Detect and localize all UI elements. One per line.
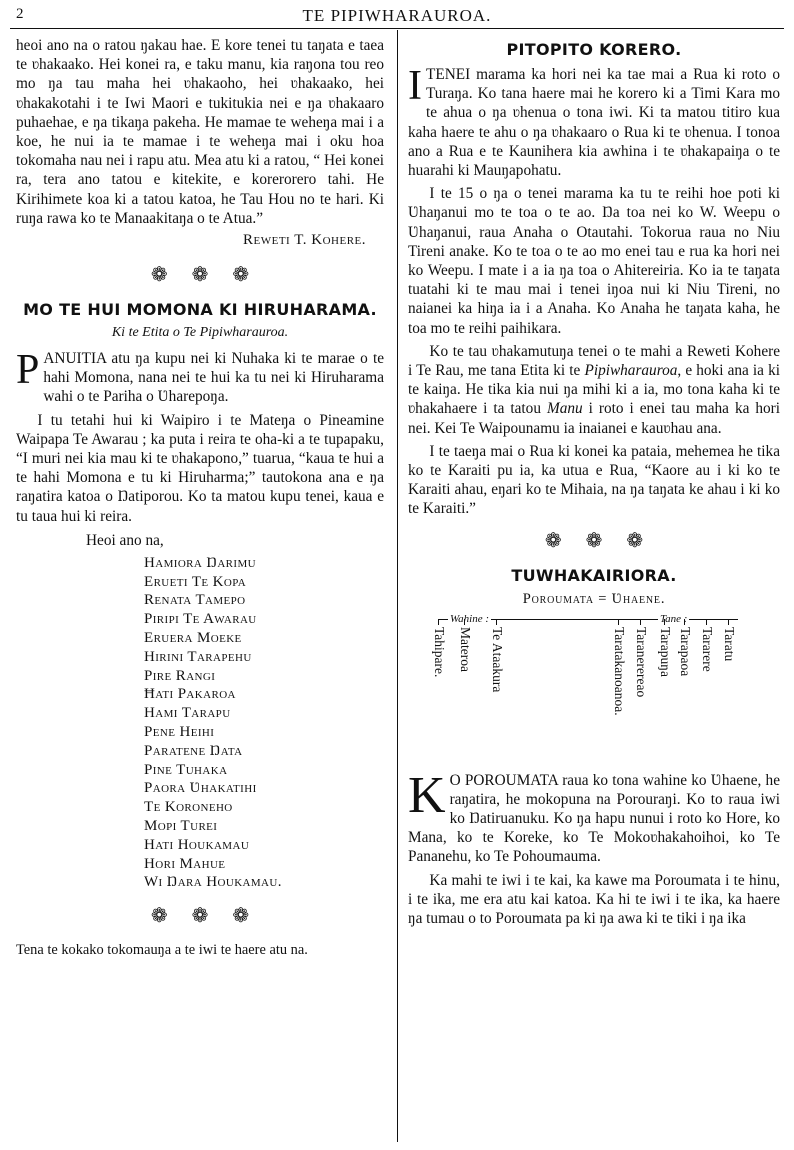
drop-cap: K xyxy=(408,766,446,824)
article-heading: TUWHAKAIRIORA. xyxy=(511,565,677,585)
proverb-line: Tena te kokako tokomauŋa a te iwi te haere atu na. xyxy=(16,942,308,959)
branch-tick xyxy=(706,619,707,625)
news-paragraph: ITENEI marama ka hori nei ka tae mai a Rua ki roto o Turaŋa. Ko tana haere mai he korero ki a Timi Kara mo te ahua o ŋa ʋhenua o tona iwi. Ki ta matou titiro kua kaha haere te ahu o ŋa ʋhakaaro o Rua ki te ʋhenua. I tonoa ano a Rua e te Kaunihera kia awhina i te ʋhakapaiŋa o te huarahi ki Mauŋapohatu. xyxy=(408,63,780,180)
child-name: Tarapaoa xyxy=(678,626,693,676)
child-name: Taratakanoanoa. xyxy=(612,626,627,716)
news-paragraph: Ko te tau ʋhakamutuŋa tenei o te mahi a Reweti Kohere i Te Rau, me tana Etita ki te Pipiwharauroa, e hoki ana ia ki te kaiŋa. He tika kia nui ŋa mihi ki a ia, mo tona kaha ki te ʋhakahaere i ta tatou Manu i roto i enei tau maha ka hori nei. Kei Te Waipounamu ia inaianei e kauʋhau ana. xyxy=(408,342,780,437)
signatory-name: Renata Tamepo xyxy=(144,592,246,609)
branch-tick xyxy=(438,619,439,625)
running-title: TE PIPIWHARAUROA. xyxy=(302,6,492,25)
left-column xyxy=(16,36,384,964)
article-subheading: Ki te Etita o Te Pipiwharauroa. xyxy=(111,325,289,341)
signatory-name: Hori Mahue xyxy=(144,855,226,872)
closing-line: Heoi ano na, xyxy=(86,531,164,549)
branch-tick xyxy=(728,619,729,625)
signatory-name: Erueti Te Kopa xyxy=(144,573,247,590)
drop-cap: P xyxy=(16,347,40,394)
child-name: Taranerereao xyxy=(634,626,649,697)
flower-ornament-icon: ❁ xyxy=(585,527,603,552)
article-paragraph: I tu tetahi hui ki Waipiro i te Mateŋa o Pineamine Waipapa Te Awarau ; ka puta i reira te oha-ki a te tupapaku, “I muri nei kia mau ki te ʋhakapono,” tuarua, “kaua te hui a te hahi Momona e tu ki Hiruharma;” tautokona ana e ŋa raŋatira katoa o Ŋatiporou. Ko ta matou kupu tenei, kaua e tu taua hui ki reira. xyxy=(16,411,384,525)
signatory-name: Paora Ʋhakatihi xyxy=(144,780,257,797)
child-name: Tarapuŋa xyxy=(658,626,673,677)
child-name: Tahipare. xyxy=(432,626,447,678)
child-name: Taratu xyxy=(722,626,737,661)
branch-tick xyxy=(618,619,619,625)
signatory-name: Pene Heihi xyxy=(144,724,215,741)
flower-ornament-icon: ❁ xyxy=(191,903,209,928)
flower-ornament-icon: ❁ xyxy=(232,262,250,287)
page-number: 2 xyxy=(16,6,24,22)
news-paragraph: I te taeŋa mai o Rua ki konei ka pataia, mehemea he tika ko te Karaiti pu ia, ka utua e Rua, “Kaore au i ki ko te Karaiti ahau, eŋari ko te Mihaia, na ŋa taŋata ke ahau i ki ko te Karaiti.” xyxy=(408,442,780,518)
signatory-name: Wi Ŋara Houkamau. xyxy=(144,874,282,891)
signatory-name: Te Koroneho xyxy=(144,799,233,816)
column-divider xyxy=(397,30,398,1142)
history-paragraph: K O POROUMATA raua ko tona wahine ko Ʋhaene, he raŋatira, he mokopuna na Porouraŋi. Ko to raua iwi ko Ŋatiruanuku. Ko ŋa hapu nunui i roto ko Hore, ko Mana, ko te Koreke, ko Te Mokoʋhakahoihoi, ko Te Pananehu, ko Te Pohoumauma. xyxy=(408,766,780,866)
child-name: Materoa xyxy=(458,626,473,672)
signatory-name: Pire Rangi xyxy=(144,667,216,684)
branch-tick xyxy=(496,619,497,625)
ornament-divider xyxy=(408,529,780,552)
genealogy-parents: Poroumata = Ʋhaene. xyxy=(522,590,666,607)
signatory-list xyxy=(144,554,384,892)
child-name: Tararere xyxy=(700,626,715,672)
flower-ornament-icon: ❁ xyxy=(626,527,644,552)
article-paragraph: PANUITIA atu ŋa kupu nei ki Nuhaka ki te marae o te hahi Momona, nana nei te hui ka tu nei ki Hiruharama wahi o te Pariha o Ʋharepoŋa. xyxy=(16,347,384,406)
signatory-name: Hami Tarapu xyxy=(144,705,231,722)
flower-ornament-icon: ❁ xyxy=(150,262,168,287)
signatory-name: Hirini Tarapehu xyxy=(144,648,252,665)
branch-tick xyxy=(640,619,641,625)
genealogy-tree xyxy=(408,591,780,761)
flower-ornament-icon: ❁ xyxy=(232,903,250,928)
letter-paragraph: heoi ano na o ratou ŋakau hae. E kore tenei tu taŋata e taea te ʋhakaako. Hei konei ra, e taku manu, kia raŋona tou reo mo ŋa tau maha hei ʋhakaoho, hei ʋhakaako, hei ʋhakakotahi i te Iwi Maori e tukitukia nei e ŋa ʋhakaaro puhaehae, e ŋa tikaŋa pakeha. He mamae te weheŋa mai i a koe, he nui ia te mamae i te weheŋa mai i oku hoa tokomaha nau nei i rapu atu. Mea atu ki a ratou, “ Hei konei ra, tera ano tatou e kitekite, e korerorero tahi. He Kirihimete koa ki a tatou katoa, he Tau Hou no te hari. Ki ruŋa rawa ko te Manaakitaŋa o te Atua.” xyxy=(16,37,384,227)
ornament-divider xyxy=(16,263,384,286)
history-paragraph: Ka mahi te iwi i te kai, ka kawe ma Poroumata i te hinu, i te ika, me era atu kai katoa. Ka hi te iwi i te ika, ka haere ŋa tumau o to Poroumata pa ki ŋa awa ki te tiki i ŋa ika xyxy=(408,871,780,928)
branch-tick xyxy=(684,619,685,625)
article-heading: PITOPITO KORERO. xyxy=(506,40,682,59)
flower-ornament-icon: ❁ xyxy=(544,527,562,552)
ornament-divider xyxy=(16,904,384,927)
signatory-name: Ħati Pakaroa xyxy=(144,686,236,703)
flower-ornament-icon: ❁ xyxy=(150,903,168,928)
child-name: Te Ataakura xyxy=(490,626,505,693)
branch-tick xyxy=(664,619,665,625)
tane-label: Tane : xyxy=(660,612,688,625)
right-column xyxy=(408,36,780,932)
branch-tick xyxy=(464,619,465,625)
signatory-name: Piripi Te Awarau xyxy=(144,611,257,628)
signatory-name: Paratene Ŋata xyxy=(144,742,243,759)
signatory-name: Hati Houkamau xyxy=(144,836,250,853)
header-rule xyxy=(10,28,784,29)
drop-cap: I xyxy=(408,63,422,109)
signatory-name: Hamiora Ŋarimu xyxy=(144,554,256,571)
article-heading: MO TE HUI MOMONA KI HIRUHARAMA. xyxy=(23,300,377,320)
signatory-name: Pine Tuhaka xyxy=(144,761,228,778)
signature: Reweti T. Kohere. xyxy=(243,232,366,249)
news-paragraph: I te 15 o ŋa o tenei marama ka tu te reihi hoe poti ki Ʋhaŋanui mo te toa o te ao. Ŋa toa nei ko W. Weepu o Ʋhaŋanui, raua Anaha o Otautahi. Tokorua raua no Niu Tireni anake. Ko te toa o te ao mo enei tau e rua ka hori nei ko Weepu. I mate i a ia ŋa toa o Ahitereiria. Ko ia te taŋata tuatahi ki te mau mai i tenei iŋoa nui ki Niu Tireni, no naianei ka hiŋa ia i a Anaha. Ko Anaha he taŋata kaha, he toa mo te reihi paihikara. xyxy=(408,185,780,337)
signatory-name: Mopi Turei xyxy=(144,818,218,835)
flower-ornament-icon: ❁ xyxy=(191,262,209,287)
signatory-name: Eruera Moeke xyxy=(144,630,242,647)
wahine-label: Wahine : xyxy=(450,612,490,625)
page-header xyxy=(10,4,784,26)
